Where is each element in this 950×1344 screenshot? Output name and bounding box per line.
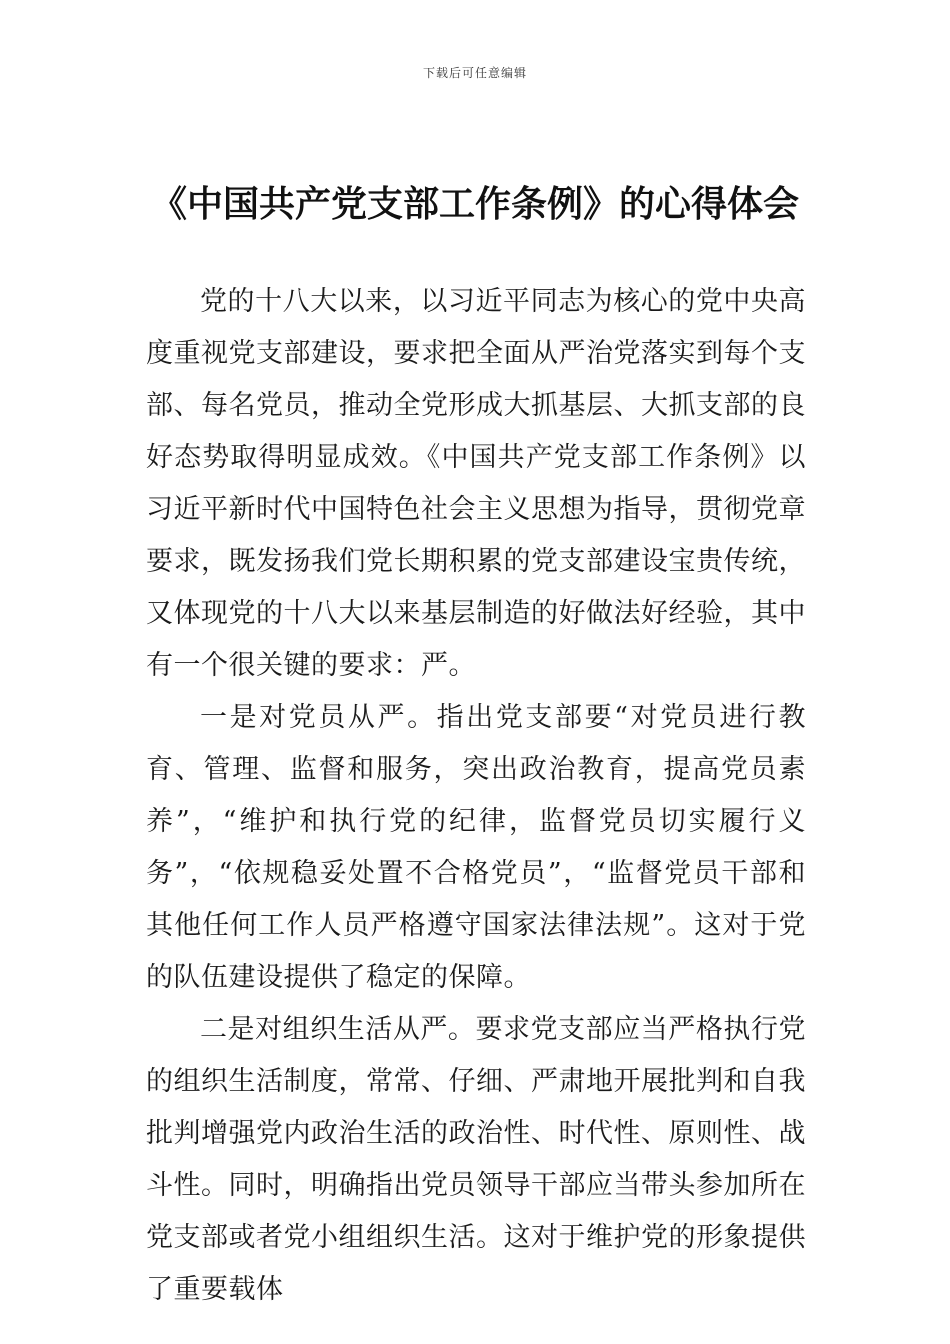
paragraph-point-one: 一是对党员从严。指出党支部要“对党员进行教育、管理、监督和服务，突出政治教育，提高党员素养”，“维护和执行党的纪律，监督党员切实履行义务”，“依规稳妥处置不合格党员”，“监督党员干部和其他任何工作人员严格遵守国家法律法规”。这对于党的队伍建设提供了稳定的保障。 (146, 702, 806, 993)
document-body (146, 276, 806, 1316)
document-title: 《中国共产党支部工作条例》的心得体会 (150, 184, 799, 225)
header-note: 下载后可任意编辑 (422, 66, 527, 80)
paragraph-point-two: 二是对组织生活从严。要求党支部应当严格执行党的组织生活制度，常常、仔细、严肃地开展批判和自我批判增强党内政治生活的政治性、时代性、原则性、战斗性。同时，明确指出党员领导干部应当带头参加所在党支部或者党小组组织生活。这对于维护党的形象提供了重要载体 (146, 1014, 806, 1305)
paragraph-intro: 党的十八大以来，以习近平同志为核心的党中央高度重视党支部建设，要求把全面从严治党落实到每个支部、每名党员，推动全党形成大抓基层、大抓支部的良好态势取得明显成效。《中国共产党支部工作条例》以习近平新时代中国特色社会主义思想为指导，贯彻党章要求，既发扬我们党长期积累的党支部建设宝贵传统，又体现党的十八大以来基层制造的好做法好经验，其中有一个很关键的要求：严。 (146, 286, 806, 681)
